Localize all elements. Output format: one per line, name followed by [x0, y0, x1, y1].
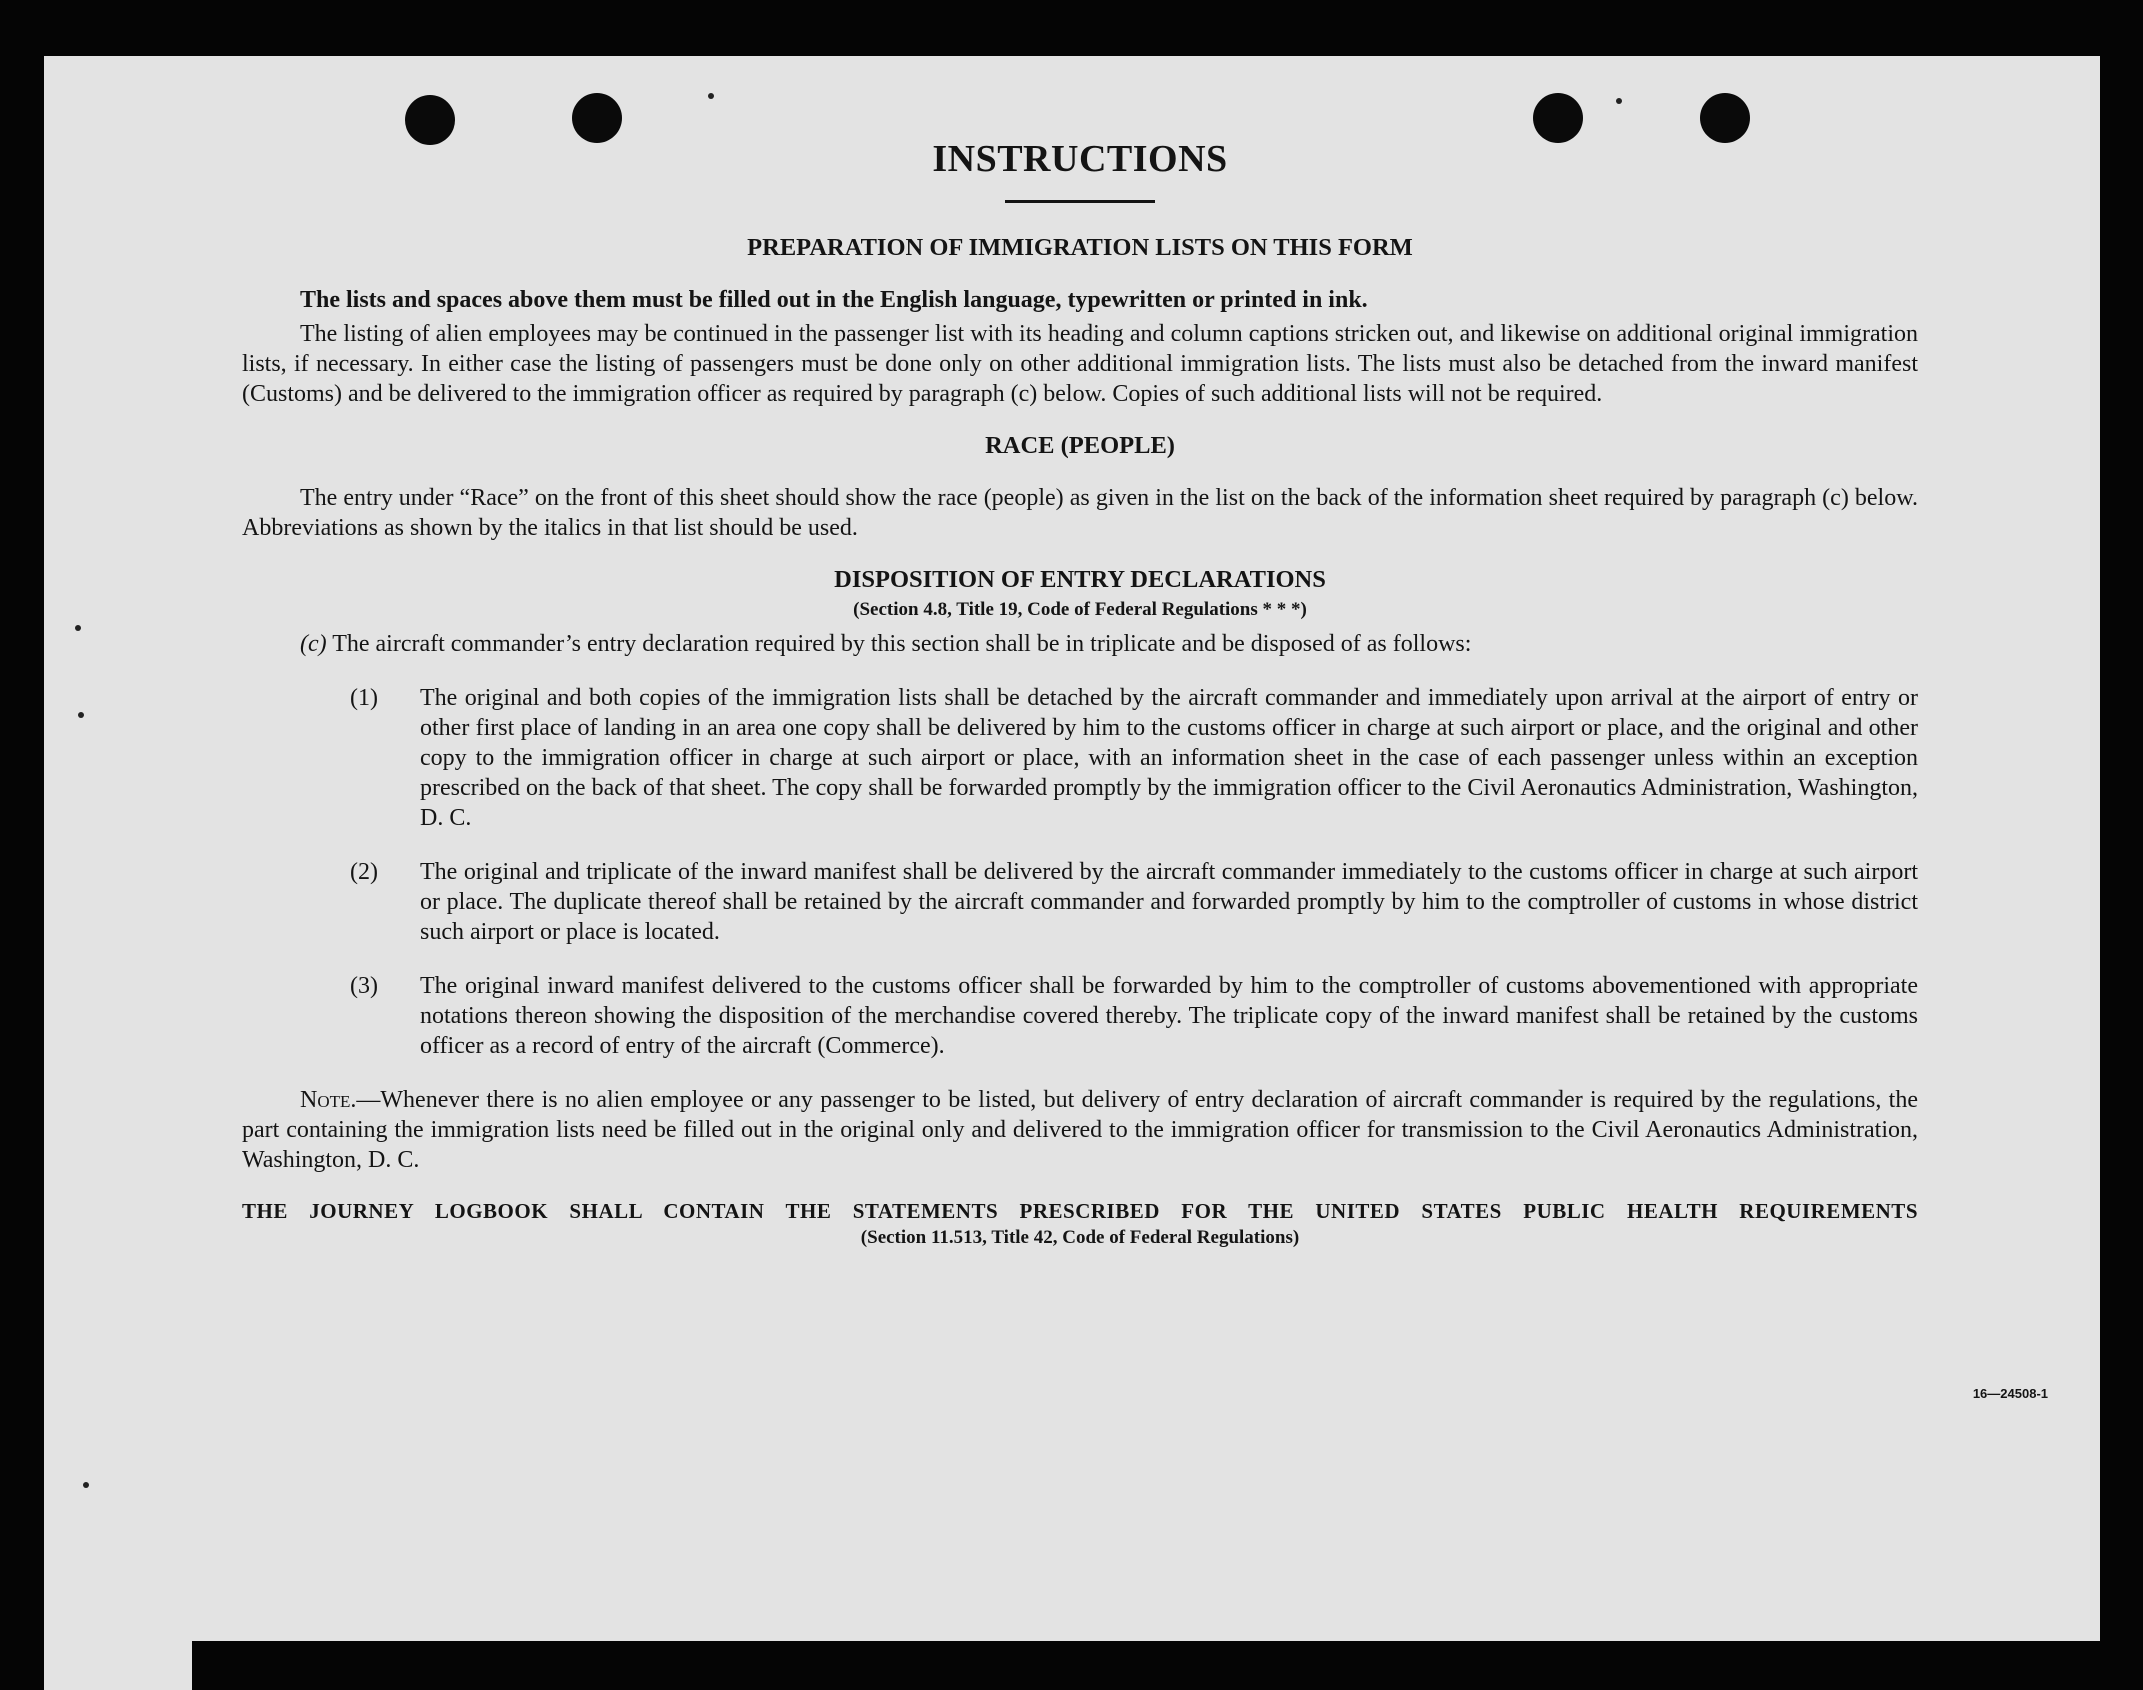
instructions-content — [242, 136, 1918, 1251]
section-heading-disposition: DISPOSITION OF ENTRY DECLARATIONS — [834, 566, 1326, 593]
public-health-statement: THE JOURNEY LOGBOOK SHALL CONTAIN THE STATEMENTS PRESCRIBED FOR THE UNITED STATES PUBLIC HEALTH REQUIREMENTS — [242, 1199, 1918, 1223]
list-item — [242, 971, 1918, 1061]
note-text: Whenever there is no alien employee or any passenger to be listed, but delivery of entry declaration of aircraft commander is required by the regulations, the part containing the immigration lists need be filled out in the original only and delivered to the immigration officer for transmission to the Civil Aeronautics Administration, Washington, D. C. — [242, 1087, 1918, 1173]
citation-title-19: (Section 4.8, Title 19, Code of Federal Regulations * * *) — [853, 599, 1307, 620]
speck — [75, 625, 81, 631]
paragraph-alien-employees: The listing of alien employees may be continued in the passenger list with its heading and column captions stricken out, and likewise on additional original immigration lists, if necessary. In either case the listing of passengers must be done only on other additional immigration lists. The lists must also be detached from the inward manifest (Customs) and be delivered to the immigration officer as required by paragraph (c) below. Copies of such additional lists will not be required. — [242, 321, 1918, 407]
clause-c-label: (c) — [300, 631, 327, 657]
citation-title-42: (Section 11.513, Title 42, Code of Federal Regulations) — [860, 1227, 1300, 1248]
item-text: The original and triplicate of the inward manifest shall be delivered by the aircraft commander immediately to the customs officer in charge at such airport or place. The duplicate thereof shall be retained by the aircraft commander and forwarded promptly by him to the comptroller of customs in whose district such airport or place is located. — [420, 859, 1918, 945]
section-heading-race: RACE (PEOPLE) — [985, 432, 1175, 459]
speck — [78, 712, 84, 718]
section-heading-preparation: PREPARATION OF IMMIGRATION LISTS ON THIS FORM — [747, 234, 1413, 261]
item-number: (2) — [350, 859, 378, 885]
paragraph-language: The lists and spaces above them must be filled out in the English language, typewritten or printed in ink. — [300, 287, 1368, 313]
paragraph-race: The entry under “Race” on the front of this sheet should show the race (people) as given in the list on the back of the information sheet required by paragraph (c) below. Abbreviations as shown by the italics in that list should be used. — [242, 485, 1918, 541]
item-number: (1) — [350, 685, 378, 711]
item-number: (3) — [350, 973, 378, 999]
scan-edge — [44, 1628, 192, 1690]
list-item — [242, 857, 1918, 947]
form-number: 16—24508-1 — [1972, 1386, 2048, 1401]
item-text: The original and both copies of the immigration lists shall be detached by the aircraft commander and immediately upon arrival at the airport of entry or other first place of landing in an area one copy shall be delivered by him to the customs officer in charge at such airport or place, and the original and other copy to the immigration officer in charge at such airport or place, with an information sheet in the case of each passenger unless within an exception prescribed on the back of that sheet. The copy shall be forwarded promptly by the immigration officer to the Civil Aeronautics Administration, Washington, D. C. — [420, 685, 1918, 831]
note-label: Note.— — [300, 1087, 381, 1113]
note-paragraph — [242, 1085, 1918, 1175]
clause-c-text: The aircraft commander’s entry declaration required by this section shall be in triplicate and be disposed of as follows: — [332, 631, 1472, 657]
page-title: INSTRUCTIONS — [932, 138, 1228, 180]
title-rule — [1005, 200, 1155, 203]
clause-c — [242, 629, 1918, 659]
item-text: The original inward manifest delivered to the customs officer shall be forwarded by him to the comptroller of customs abovementioned with appropriate notations thereon showing the disposition of the merchandise covered thereby. The triplicate copy of the inward manifest shall be retained by the customs officer as a record of entry of the aircraft (Commerce). — [420, 973, 1918, 1059]
speck — [83, 1482, 89, 1488]
speck — [708, 93, 714, 99]
list-item — [242, 683, 1918, 833]
speck — [1616, 98, 1622, 104]
